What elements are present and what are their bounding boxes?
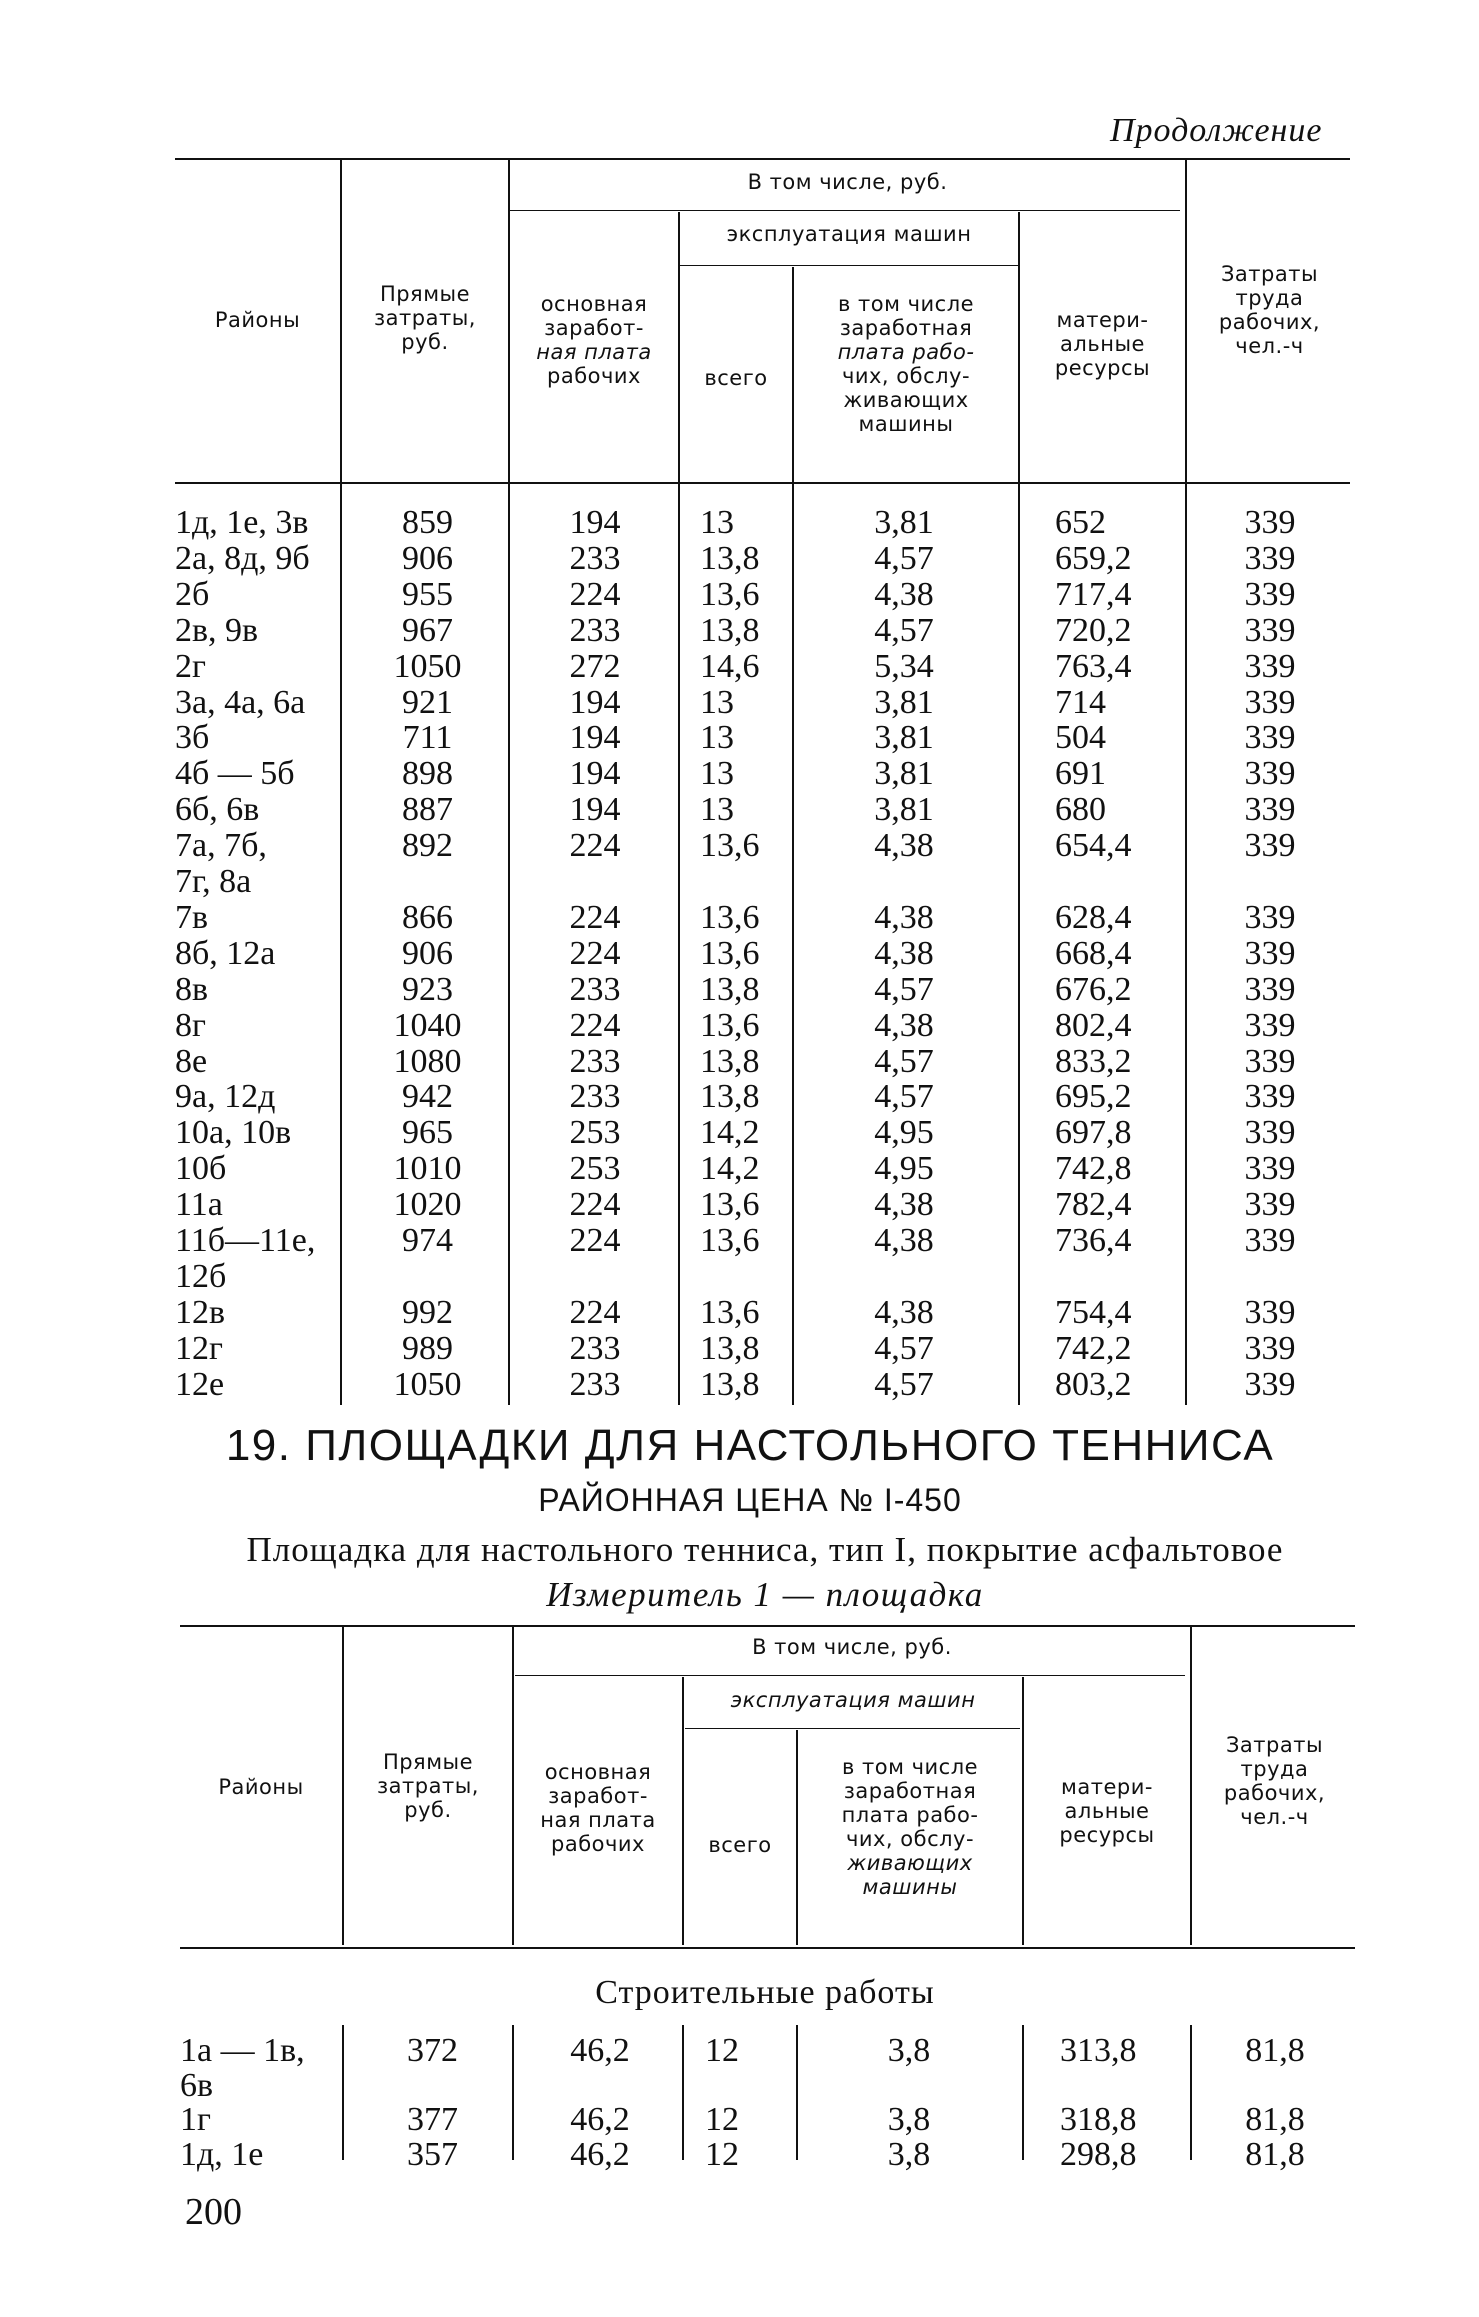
table-2-top-rule — [180, 1625, 1355, 1627]
table-row — [5, 2068, 1479, 2104]
incl-wage-cell: 3,8 — [887, 2032, 931, 2069]
labor-cell: 81,8 — [1245, 2032, 1305, 2069]
base-wage-cell: 46,2 — [570, 2101, 630, 2138]
header-incl-wage: в том числе заработная плата рабо- чих, обслу- живающих машины — [837, 292, 975, 436]
machine-total-cell: 13,6 — [700, 1293, 760, 1331]
direct-costs-cell: 974 — [402, 1222, 453, 1259]
table-row — [0, 685, 1479, 721]
direct-costs-cell: 372 — [407, 2032, 458, 2069]
labor-cell: 339 — [1244, 934, 1296, 972]
direct-costs-cell: 1010 — [393, 1150, 462, 1188]
table-row — [0, 1367, 1479, 1403]
incl-wage-cell: 4,57 — [874, 1329, 934, 1367]
base-wage-cell: 224 — [569, 1293, 621, 1331]
base-wage-cell: 224 — [569, 898, 621, 936]
machine-total-cell: 13,6 — [700, 934, 760, 972]
district-cell: 1а — 1в, — [180, 2032, 305, 2069]
incl-wage-cell: 5,34 — [874, 647, 934, 685]
construction-works-subheading: Строительные работы — [595, 1974, 935, 2011]
labor-cell: 339 — [1244, 827, 1296, 865]
header-including: В том числе, руб. — [747, 170, 948, 194]
direct-costs-cell: 859 — [402, 504, 453, 541]
labor-cell: 339 — [1244, 791, 1296, 829]
district-cell: 2в, 9в — [175, 611, 259, 649]
machine-total-cell: 12 — [705, 2135, 739, 2173]
labor-cell: 339 — [1244, 1365, 1296, 1403]
incl-wage-cell: 3,8 — [887, 2101, 931, 2138]
table-row — [0, 613, 1479, 649]
labor-cell: 339 — [1244, 1293, 1296, 1331]
machine-total-cell: 13,8 — [700, 611, 760, 649]
table-row — [0, 900, 1479, 936]
materials-cell: 298,8 — [1060, 2135, 1137, 2173]
materials-cell: 628,4 — [1055, 898, 1132, 936]
base-wage-cell: 224 — [569, 575, 621, 613]
district-cell: 3а, 4а, 6а — [175, 683, 306, 721]
direct-costs-cell: 921 — [402, 683, 453, 721]
materials-cell: 654,4 — [1055, 827, 1132, 865]
base-wage-cell: 194 — [569, 755, 621, 793]
description: Площадка для настольного тенниса, тип I, покрытие асфальтовое — [246, 1530, 1284, 1569]
base-wage-cell: 46,2 — [570, 2032, 630, 2069]
machine-total-cell: 13 — [700, 755, 734, 793]
table-row — [0, 864, 1479, 900]
district-cell: 2б — [175, 575, 210, 613]
table-row — [0, 1079, 1479, 1115]
base-wage-cell: 233 — [569, 970, 621, 1008]
incl-wage-cell: 4,38 — [874, 1006, 934, 1044]
machine-total-cell: 13,8 — [700, 1078, 760, 1116]
direct-costs-cell: 898 — [402, 755, 453, 793]
district-cell: 8е — [175, 1042, 208, 1080]
section-title: 19. ПЛОЩАДКИ ДЛЯ НАСТОЛЬНОГО ТЕННИСА — [225, 1421, 1275, 1470]
header-districts: Районы — [214, 308, 301, 332]
incl-wage-cell: 3,81 — [874, 755, 934, 793]
direct-costs-cell: 955 — [402, 575, 453, 613]
table-1-top-rule — [175, 158, 1350, 160]
table-row — [0, 972, 1479, 1008]
direct-costs-cell: 357 — [407, 2135, 458, 2173]
table-2-machine-rule — [685, 1728, 1020, 1729]
machine-total-cell: 13,8 — [700, 1329, 760, 1367]
machine-total-cell: 13,6 — [700, 575, 760, 613]
district-cell: 12б — [175, 1257, 227, 1295]
materials-cell: 504 — [1055, 719, 1106, 757]
machine-total-cell: 13,8 — [700, 970, 760, 1008]
base-wage-cell: 233 — [569, 1042, 621, 1080]
base-wage-cell: 253 — [569, 1150, 621, 1188]
materials-cell: 742,2 — [1055, 1329, 1132, 1367]
materials-cell: 313,8 — [1060, 2032, 1137, 2069]
base-wage-cell: 46,2 — [570, 2135, 630, 2173]
materials-cell: 782,4 — [1055, 1186, 1132, 1224]
materials-cell: 697,8 — [1055, 1114, 1132, 1152]
direct-costs-cell: 906 — [402, 934, 453, 972]
labor-cell: 339 — [1244, 1222, 1296, 1259]
labor-cell: 339 — [1244, 575, 1296, 613]
labor-cell: 339 — [1244, 755, 1296, 793]
incl-wage-cell: 4,57 — [874, 611, 934, 649]
header-including: В том числе, руб. — [752, 1635, 952, 1659]
table-row — [5, 2102, 1479, 2138]
district-cell: 8в — [175, 970, 209, 1008]
machine-total-cell: 13,6 — [700, 827, 760, 865]
table-row — [0, 1151, 1479, 1187]
base-wage-cell: 233 — [569, 1078, 621, 1116]
table-row — [0, 541, 1479, 577]
header-materials: матери- альные ресурсы — [1059, 1775, 1155, 1847]
incl-wage-cell: 3,81 — [874, 504, 934, 541]
machine-total-cell: 13,8 — [700, 1042, 760, 1080]
header-machine-operation: эксплуатация машин — [726, 222, 972, 246]
labor-cell: 339 — [1244, 504, 1296, 541]
incl-wage-cell: 3,81 — [874, 683, 934, 721]
district-cell: 1г — [180, 2101, 211, 2138]
machine-total-cell: 13 — [700, 791, 734, 829]
labor-cell: 339 — [1244, 1078, 1296, 1116]
incl-wage-cell: 4,57 — [874, 970, 934, 1008]
table-row — [5, 2137, 1479, 2173]
materials-cell: 691 — [1055, 755, 1106, 793]
machine-total-cell: 13 — [700, 504, 734, 541]
incl-wage-cell: 4,38 — [874, 1186, 934, 1224]
machine-total-cell: 12 — [705, 2101, 739, 2138]
direct-costs-cell: 1020 — [393, 1186, 462, 1224]
header-total: всего — [708, 1833, 772, 1857]
table-row — [0, 720, 1479, 756]
direct-costs-cell: 992 — [402, 1293, 453, 1331]
base-wage-cell: 233 — [569, 1329, 621, 1367]
measure-unit: Измеритель 1 — площадка — [546, 1575, 984, 1614]
direct-costs-cell: 989 — [402, 1329, 453, 1367]
materials-cell: 668,4 — [1055, 934, 1132, 972]
table-2-header-rule — [180, 1947, 1355, 1949]
district-cell: 6б, 6в — [175, 791, 260, 829]
direct-costs-cell: 965 — [402, 1114, 453, 1152]
base-wage-cell: 272 — [569, 647, 621, 685]
labor-cell: 339 — [1244, 1006, 1296, 1044]
district-cell: 7в — [175, 898, 209, 936]
base-wage-cell: 224 — [569, 827, 621, 865]
table-row — [0, 505, 1479, 541]
base-wage-cell: 224 — [569, 934, 621, 972]
base-wage-cell: 253 — [569, 1114, 621, 1152]
direct-costs-cell: 906 — [402, 539, 453, 577]
labor-cell: 81,8 — [1245, 2101, 1305, 2138]
labor-cell: 339 — [1244, 898, 1296, 936]
labor-cell: 339 — [1244, 647, 1296, 685]
materials-cell: 720,2 — [1055, 611, 1132, 649]
direct-costs-cell: 1080 — [393, 1042, 462, 1080]
header-incl-wage: в том числе заработная плата рабо- чих, обслу- живающих машины — [841, 1755, 979, 1899]
labor-cell: 339 — [1244, 1186, 1296, 1224]
incl-wage-cell: 4,57 — [874, 1078, 934, 1116]
labor-cell: 339 — [1244, 611, 1296, 649]
materials-cell: 803,2 — [1055, 1365, 1132, 1403]
table-row — [0, 1259, 1479, 1295]
district-cell: 4б — 5б — [175, 755, 295, 793]
direct-costs-cell: 1050 — [393, 647, 462, 685]
district-cell: 2г — [175, 647, 206, 685]
header-direct-costs: Прямые затраты, руб. — [374, 282, 476, 354]
base-wage-cell: 194 — [569, 791, 621, 829]
district-cell: 12е — [175, 1365, 225, 1403]
incl-wage-cell: 3,81 — [874, 719, 934, 757]
base-wage-cell: 194 — [569, 504, 621, 541]
machine-total-cell: 14,2 — [700, 1114, 760, 1152]
district-cell: 1д, 1е, 3в — [175, 504, 309, 541]
direct-costs-cell: 942 — [402, 1078, 453, 1116]
district-cell: 1д, 1е — [180, 2135, 264, 2173]
base-wage-cell: 224 — [569, 1186, 621, 1224]
table-row — [0, 756, 1479, 792]
header-labor: Затраты труда рабочих, чел.-ч — [1218, 262, 1321, 358]
materials-cell: 736,4 — [1055, 1222, 1132, 1259]
district-cell: 12в — [175, 1293, 226, 1331]
incl-wage-cell: 4,57 — [874, 1365, 934, 1403]
base-wage-cell: 194 — [569, 719, 621, 757]
header-base-wage: основная заработ- ная плата рабочих — [540, 1760, 656, 1856]
machine-total-cell: 13 — [700, 683, 734, 721]
district-price: РАЙОННАЯ ЦЕНА № I-450 — [538, 1482, 962, 1518]
direct-costs-cell: 923 — [402, 970, 453, 1008]
table-row — [0, 1223, 1479, 1259]
materials-cell: 659,2 — [1055, 539, 1132, 577]
table-2-col-rule — [682, 1677, 684, 1945]
incl-wage-cell: 4,95 — [874, 1150, 934, 1188]
materials-cell: 695,2 — [1055, 1078, 1132, 1116]
incl-wage-cell: 4,38 — [874, 1293, 934, 1331]
district-cell: 12г — [175, 1329, 223, 1367]
labor-cell: 339 — [1244, 1329, 1296, 1367]
materials-cell: 676,2 — [1055, 970, 1132, 1008]
district-cell: 10а, 10в — [175, 1114, 292, 1152]
table-2-including-rule — [515, 1675, 1185, 1676]
direct-costs-cell: 711 — [402, 719, 453, 757]
table-row — [0, 792, 1479, 828]
labor-cell: 339 — [1244, 539, 1296, 577]
district-cell: 8г — [175, 1006, 206, 1044]
materials-cell: 763,4 — [1055, 647, 1132, 685]
direct-costs-cell: 892 — [402, 827, 453, 865]
labor-cell: 339 — [1244, 719, 1296, 757]
table-row — [0, 577, 1479, 613]
materials-cell: 833,2 — [1055, 1042, 1132, 1080]
table-1-header-rule — [175, 482, 1350, 484]
direct-costs-cell: 887 — [402, 791, 453, 829]
table-row — [0, 828, 1479, 864]
labor-cell: 81,8 — [1245, 2135, 1305, 2173]
continuation-label: Продолжение — [1110, 112, 1323, 149]
machine-total-cell: 13 — [700, 719, 734, 757]
machine-total-cell: 13,8 — [700, 539, 760, 577]
materials-cell: 714 — [1055, 683, 1106, 721]
table-row — [0, 1295, 1479, 1331]
materials-cell: 742,8 — [1055, 1150, 1132, 1188]
header-total: всего — [704, 366, 768, 390]
direct-costs-cell: 1040 — [393, 1006, 462, 1044]
header-machine-operation: эксплуатация машин — [730, 1688, 976, 1712]
labor-cell: 339 — [1244, 1114, 1296, 1152]
materials-cell: 680 — [1055, 791, 1106, 829]
table-row — [0, 1331, 1479, 1367]
district-cell: 11а — [175, 1186, 223, 1224]
machine-total-cell: 13,6 — [700, 898, 760, 936]
district-cell: 7а, 7б, — [175, 827, 267, 865]
district-cell: 7г, 8а — [175, 863, 252, 900]
base-wage-cell: 224 — [569, 1006, 621, 1044]
table-row — [0, 1044, 1479, 1080]
machine-total-cell: 12 — [705, 2032, 739, 2069]
incl-wage-cell: 3,8 — [887, 2135, 931, 2173]
materials-cell: 717,4 — [1055, 575, 1132, 613]
base-wage-cell: 233 — [569, 1365, 621, 1403]
district-cell: 3б — [175, 719, 210, 757]
base-wage-cell: 224 — [569, 1222, 621, 1259]
materials-cell: 652 — [1055, 504, 1106, 541]
direct-costs-cell: 967 — [402, 611, 453, 649]
district-cell: 10б — [175, 1150, 227, 1188]
labor-cell: 339 — [1244, 683, 1296, 721]
base-wage-cell: 233 — [569, 539, 621, 577]
machine-total-cell: 13,6 — [700, 1222, 760, 1259]
incl-wage-cell: 4,57 — [874, 1042, 934, 1080]
table-row — [0, 1008, 1479, 1044]
materials-cell: 318,8 — [1060, 2101, 1137, 2138]
direct-costs-cell: 377 — [407, 2101, 458, 2138]
district-cell: 2а, 8д, 9б — [175, 539, 310, 577]
district-cell: 11б—11е, — [175, 1222, 316, 1259]
header-labor: Затраты труда рабочих, чел.-ч — [1223, 1733, 1326, 1829]
base-wage-cell: 233 — [569, 611, 621, 649]
direct-costs-cell: 866 — [402, 898, 453, 936]
machine-total-cell: 14,2 — [700, 1150, 760, 1188]
table-row — [5, 2033, 1479, 2069]
header-base-wage: основная заработ- ная плата рабочих — [536, 292, 652, 388]
incl-wage-cell: 4,38 — [874, 898, 934, 936]
labor-cell: 339 — [1244, 970, 1296, 1008]
district-cell: 9а, 12д — [175, 1078, 276, 1116]
incl-wage-cell: 4,38 — [874, 575, 934, 613]
table-1-including-rule — [510, 210, 1180, 211]
table-row — [0, 1187, 1479, 1223]
machine-total-cell: 13,6 — [700, 1006, 760, 1044]
table-row — [0, 649, 1479, 685]
table-row — [0, 936, 1479, 972]
header-materials: матери- альные ресурсы — [1054, 308, 1151, 380]
district-cell: 8б, 12а — [175, 934, 276, 972]
table-1-machine-rule — [680, 265, 1020, 266]
base-wage-cell: 194 — [569, 683, 621, 721]
table-row — [0, 1115, 1479, 1151]
materials-cell: 754,4 — [1055, 1293, 1132, 1331]
incl-wage-cell: 4,38 — [874, 1222, 934, 1259]
district-cell: 6в — [180, 2066, 214, 2104]
machine-total-cell: 14,6 — [700, 647, 760, 685]
incl-wage-cell: 4,38 — [874, 934, 934, 972]
labor-cell: 339 — [1244, 1042, 1296, 1080]
machine-total-cell: 13,6 — [700, 1186, 760, 1224]
direct-costs-cell: 1050 — [393, 1365, 462, 1403]
labor-cell: 339 — [1244, 1150, 1296, 1188]
page-number: 200 — [185, 2191, 242, 2233]
incl-wage-cell: 3,81 — [874, 791, 934, 829]
incl-wage-cell: 4,57 — [874, 539, 934, 577]
machine-total-cell: 13,8 — [700, 1365, 760, 1403]
incl-wage-cell: 4,38 — [874, 827, 934, 865]
header-direct-costs: Прямые затраты, руб. — [377, 1750, 479, 1822]
incl-wage-cell: 4,95 — [874, 1114, 934, 1152]
materials-cell: 802,4 — [1055, 1006, 1132, 1044]
header-districts: Районы — [218, 1775, 304, 1799]
